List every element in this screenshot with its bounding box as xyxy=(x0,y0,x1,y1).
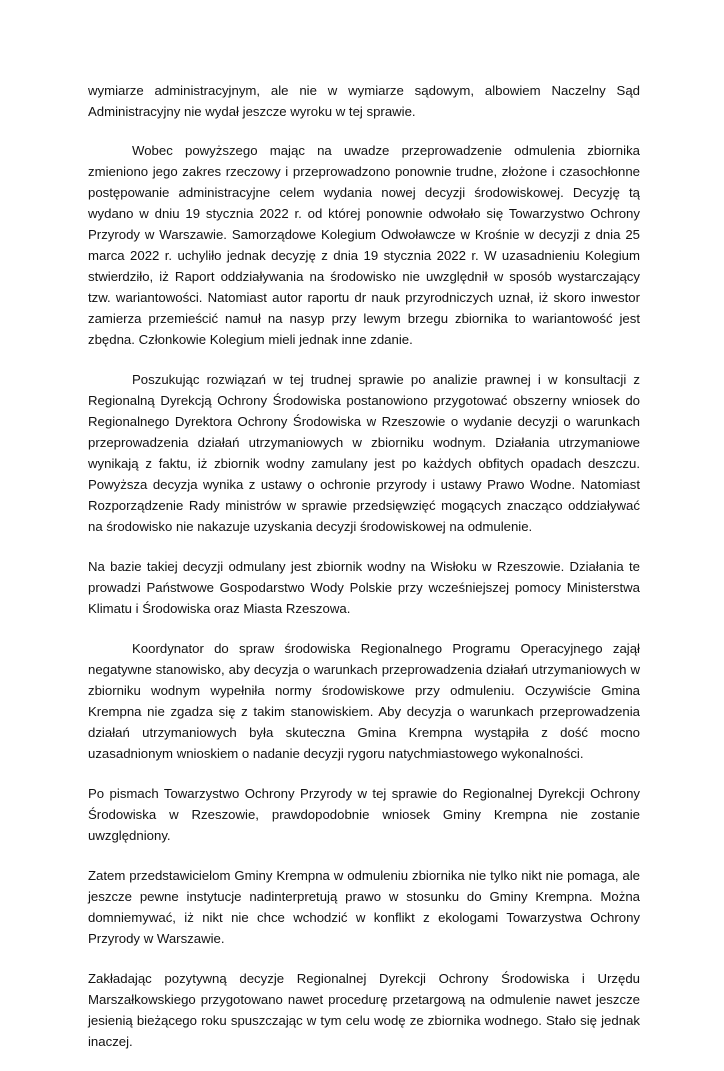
document-body xyxy=(88,80,640,1071)
paragraph-coordinator-position: Koordynator do spraw środowiska Regionalnego Programu Operacyjnego zajął negatywne stanowisko, aby decyzja o warunkach przeprowadzenia działań utrzymaniowych w zbiorniku wodnym wypełniła normy środowiskowe przy odmuleniu. Oczywiście Gmina Krempna nie zgadza się z takim stanowiskiem. Aby decyzja o warunkach przeprowadzenia działań utrzymaniowych była skuteczna Gmina Krempna wystąpiła z dość mocno uzasadnionym wnioskiem o nadanie decyzji rygoru natychmiastowego wykonalności. xyxy=(88,641,640,761)
paragraph-rzeszow-example: Na bazie takiej decyzji odmulany jest zbiornik wodny na Wisłoku w Rzeszowie. Działania te prowadzi Państwowe Gospodarstwo Wody Polskie przy wcześniejszej pomocy Ministerstwa Klimatu i Środowiska oraz Miasta Rzeszowa. xyxy=(88,559,640,616)
paragraph-letters-top: Po pismach Towarzystwo Ochrony Przyrody w tej sprawie do Regionalnej Dyrekcji Ochrony Środowiska w Rzeszowie, prawdopodobnie wniosek Gminy Krempna nie zostanie uwzględniony. xyxy=(88,786,640,843)
paragraph-maintenance-decision-request: Poszukując rozwiązań w tej trudnej sprawie po analizie prawnej i w konsultacji z Regionalną Dyrekcją Ochrony Środowiska postanowiono przygotować obszerny wniosek do Regionalnego Dyrektora Ochrony Środowiska w Rzeszowie o wydanie decyzji o warunkach przeprowadzenia działań utrzymaniowych w zbiorniku wodnym. Działania utrzymaniowe wynikają z faktu, iż zbiornik wodny zamulany jest po każdych obfitych opadach deszczu. Powyższa decyzja wynika z ustawy o ochronie przyrody i ustawy Prawo Wodne. Natomiast Rozporządzenie Rady ministrów w sprawie przedsięwzięć mogących znacząco oddziaływać na środowisko nie nakazuje uzyskania decyzji środowiskowej na odmulenie. xyxy=(88,372,640,534)
paragraph-continuation: wymiarze administracyjnym, ale nie w wymiarze sądowym, albowiem Naczelny Sąd Administracyjny nie wydał jeszcze wyroku w tej sprawie. xyxy=(88,83,640,119)
paragraph-tender-procedure: Zakładając pozytywną decyzje Regionalnej Dyrekcji Ochrony Środowiska i Urzędu Marszałkowskiego przygotowano nawet procedurę przetargową na odmulenie nawet jeszcze jesienią bieżącego roku spuszczając w tym celu wodę ze zbiornika wodnego. Stało się jednak inaczej. xyxy=(88,971,640,1049)
paragraph-new-environmental-decision: Wobec powyższego mając na uwadze przeprowadzenie odmulenia zbiornika zmieniono jego zakres rzeczowy i przeprowadzono ponownie trudne, złożone i czasochłonne postępowanie administracyjne celem wydania nowej decyzji środowiskowej. Decyzję tą wydano w dniu 19 stycznia 2022 r. od której ponownie odwołało się Towarzystwo Ochrony Przyrody w Warszawie. Samorządowe Kolegium Odwoławcze w Krośnie w decyzji z dnia 25 marca 2022 r. uchyliło jednak decyzję z dnia 19 stycznia 2022 r. W uzasadnieniu Kolegium stwierdziło, iż Raport oddziaływania na środowisko nie uwzględnił w sposób wystarczający tzw. wariantowości. Natomiast autor raportu dr nauk przyrodniczych uznał, iż skoro inwestor zamierza przemieścić namuł na nasyp przy lewym brzegu zbiornika to wariantowość jest zbędna. Członkowie Kolegium mieli jednak inne zdanie. xyxy=(88,143,640,347)
paragraph-no-help: Zatem przedstawicielom Gminy Krempna w odmuleniu zbiornika nie tylko nikt nie pomaga, ale jeszcze pewne instytucje nadinterpretują prawo w stosunku do Gminy Krempna. Można domniemywać, iż nikt nie chce wchodzić w konflikt z ekologami Towarzystwa Ochrony Przyrody w Warszawie. xyxy=(88,868,640,946)
